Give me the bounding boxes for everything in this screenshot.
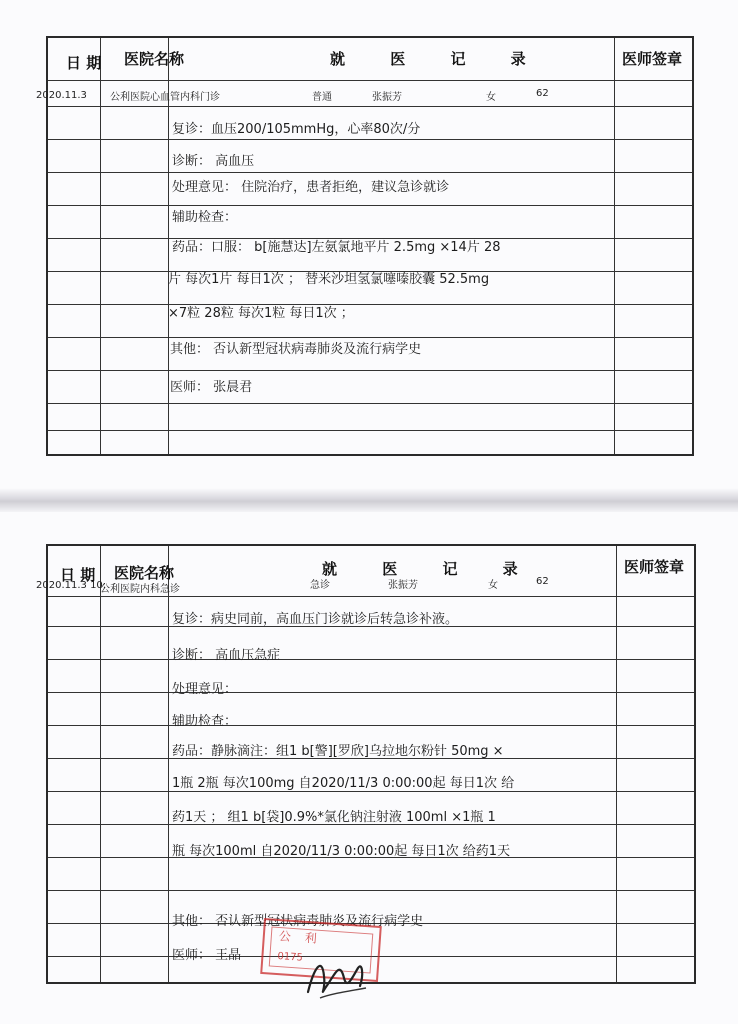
record1-line-other: 其他： 否认新型冠状病毒肺炎及流行病学史 — [170, 342, 422, 357]
hospital-stamp: 公利 0175 — [260, 918, 382, 982]
record1-hospital: 公利医院心血管内科门诊 — [110, 92, 220, 103]
record1-line-drugs-1: 药品：口服： b[施慧达]左氨氯地平片 2.5mg ×14片 28 — [172, 240, 501, 255]
record2-line-drugs-1: 药品：静脉滴注：组1 b[警][罗欣]乌拉地尔粉针 50mg × — [172, 744, 504, 759]
record1-line-diagnosis: 诊断： 高血压 — [172, 154, 255, 169]
record2-line-drugs-4: 瓶 每次100ml 自2020/11/3 0:00:00起 每日1次 给药1天 — [172, 844, 511, 859]
record1-patient-name: 张振芳 — [372, 92, 402, 103]
header-signature-1: 医师签章 — [622, 50, 683, 68]
record2-visit-type: 急诊 — [310, 580, 330, 591]
record2-age: 62 — [536, 576, 549, 587]
record2-line-drugs-3: 药1天 ； 组1 b[袋]0.9%*氯化钠注射液 100ml ×1瓶 1 — [172, 810, 496, 825]
record1-line-exam: 辅助检查： — [172, 210, 238, 225]
header-hospital-1: 医院名称 — [124, 50, 185, 68]
record1-line-followup: 复诊：血压200/105mmHg，心率80次/分 — [172, 122, 421, 137]
record2-line-treatment: 处理意见： — [172, 682, 238, 697]
record1-sex: 女 — [486, 92, 496, 103]
physician-signature — [300, 948, 370, 1002]
record1-age: 62 — [536, 88, 549, 99]
record1-visit-type: 普通 — [312, 92, 332, 103]
record2-line-followup: 复诊：病史同前，高血压门诊就诊后转急诊补液。 — [172, 612, 459, 627]
header-date-2: 日 期 — [60, 566, 96, 584]
header-record-1: 就 医 记 录 — [330, 50, 546, 68]
page-fold — [0, 488, 738, 512]
header-date-1: 日 期 — [66, 54, 102, 72]
record2-hospital: 公利医院内科急诊 — [100, 584, 180, 595]
header-hospital-2: 医院名称 — [114, 564, 175, 582]
record2-sex: 女 — [488, 580, 498, 591]
header-signature-2: 医师签章 — [624, 558, 685, 576]
record1-line-drugs-2: 片 每次1片 每日1次 ； 替米沙坦氢氯噻嗪胶囊 52.5mg — [168, 272, 490, 287]
record2-patient-name: 张振芳 — [388, 580, 418, 591]
record2-line-drugs-2: 1瓶 2瓶 每次100mg 自2020/11/3 0:00:00起 每日1次 给 — [172, 776, 515, 791]
record2-line-physician: 医师： 王晶 — [172, 948, 242, 963]
record2-date: 2020.11.3 10: — [36, 580, 107, 591]
record1-line-treatment: 处理意见： 住院治疗，患者拒绝，建议急诊就诊 — [172, 180, 450, 195]
record2-line-diagnosis: 诊断： 高血压急症 — [172, 648, 281, 663]
record1-date: 2020.11.3 — [36, 90, 87, 101]
header-record-2: 就 医 记 录 — [322, 560, 538, 578]
record2-line-exam: 辅助检查： — [172, 714, 238, 729]
record2-line-other: 其他： 否认新型冠状病毒肺炎及流行病学史 — [172, 914, 424, 929]
record1-line-physician: 医师： 张晨君 — [170, 380, 253, 395]
record1-line-drugs-3: ×7粒 28粒 每次1粒 每日1次 ； — [168, 306, 354, 321]
